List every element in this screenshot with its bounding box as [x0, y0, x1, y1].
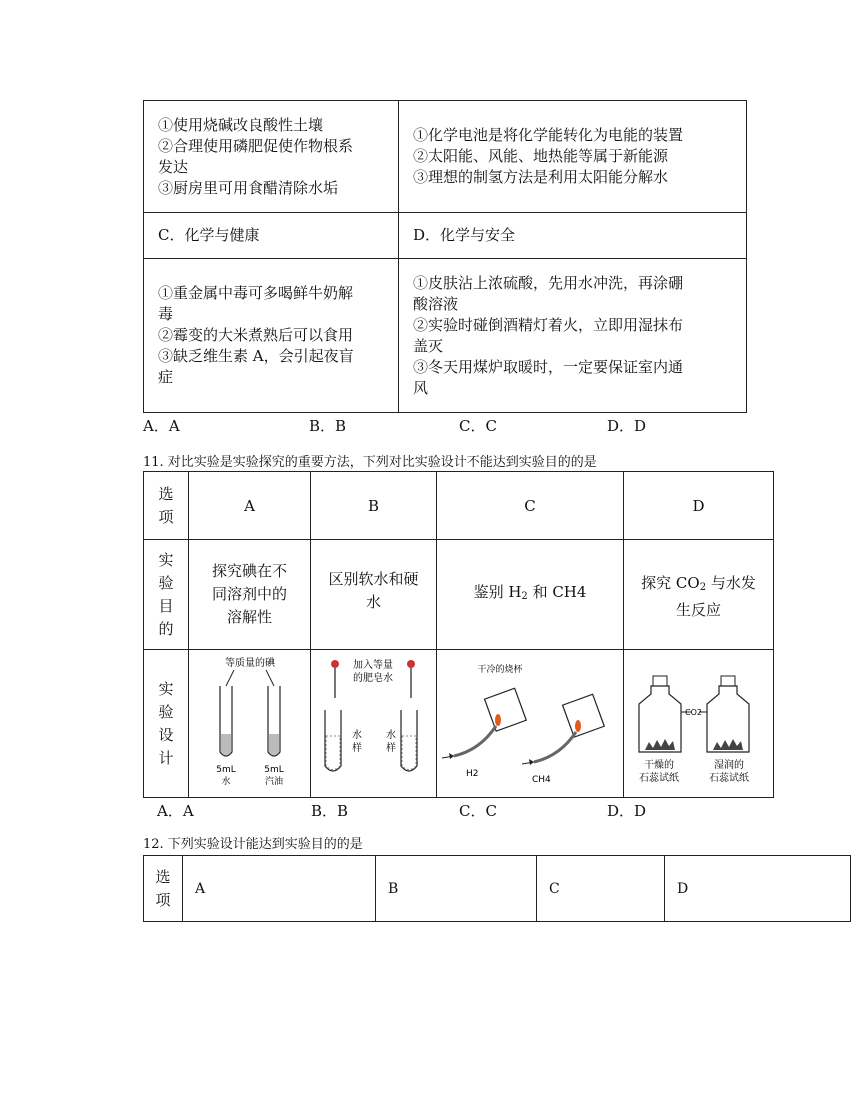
- statement: 风: [413, 378, 429, 397]
- col-b: B: [376, 856, 537, 922]
- col-d: D: [624, 472, 774, 540]
- table-q11: [143, 471, 774, 798]
- statement: ②霉变的大米煮熟后可以食用: [158, 326, 354, 344]
- header-char: 项: [158, 507, 174, 526]
- statement: ②太阳能、风能、地热能等属于新能源: [413, 147, 669, 165]
- question-12: 12. 下列实验设计能达到实验目的的是: [143, 837, 363, 852]
- label-char: 目: [158, 596, 174, 615]
- row-label-design: [144, 650, 189, 798]
- purpose-line: 区别软水和硬: [328, 570, 419, 588]
- question-11: 11. 对比实验是实验探究的重要方法，下列对比实验设计不能达到实验目的的是: [143, 455, 597, 470]
- label-soap-water: 的肥皂水: [352, 672, 393, 684]
- purpose-line: 溶解性: [226, 608, 272, 626]
- purpose-text: 与水发: [706, 574, 756, 592]
- col-a: A: [183, 856, 376, 922]
- purpose-text: 鉴别 H: [473, 583, 522, 601]
- statement: 酸溶液: [413, 294, 459, 313]
- design-d: [624, 650, 774, 798]
- table-q10: [143, 100, 747, 413]
- label-wet: 湿润的: [713, 759, 744, 771]
- label-sample: 样: [385, 742, 396, 754]
- options-q10: [143, 415, 743, 435]
- statement: ②实验时碰倒酒精灯着火，立即用湿抹布: [413, 315, 684, 334]
- statement: ③理想的制氢方法是利用太阳能分解水: [413, 168, 669, 186]
- label-iodine: 等质量的碘: [224, 657, 275, 669]
- label-char: 实: [158, 679, 174, 698]
- option-a[interactable]: A．A: [143, 417, 180, 435]
- purpose-line: 生反应: [675, 601, 721, 619]
- soap-water-figure: [313, 652, 435, 792]
- statement: ①化学电池是将化学能转化为电能的装置: [413, 126, 684, 144]
- label-add-soap: 加入等量: [352, 659, 393, 671]
- row-label-purpose: [144, 540, 189, 650]
- statement: ①使用烧碱改良酸性土壤: [158, 115, 324, 134]
- subscript: 2: [699, 582, 707, 593]
- label-litmus-paper: 石蕊试纸: [638, 772, 679, 784]
- purpose-text: 和 CH4: [527, 583, 587, 601]
- label-char: 设: [158, 725, 174, 744]
- design-a: [189, 650, 311, 798]
- purpose-line: 水: [365, 593, 381, 611]
- purpose-b: [311, 540, 437, 650]
- header-option: [144, 472, 189, 540]
- label-co2: CO2: [684, 707, 702, 717]
- header-option: [144, 856, 183, 922]
- label-ch4: CH4: [532, 774, 551, 785]
- purpose-a: [189, 540, 311, 650]
- option-d[interactable]: D．D: [607, 417, 647, 435]
- subscript: 2: [521, 591, 528, 602]
- co2-litmus-figure: [629, 652, 769, 792]
- statement: 发达: [158, 157, 189, 176]
- table-q12: [143, 855, 851, 922]
- header-char: 选: [158, 484, 174, 503]
- option-b[interactable]: B．B: [311, 802, 349, 820]
- statement: ③厨房里可用食醋清除水垢: [158, 178, 339, 197]
- label-water-sample: 水: [351, 729, 362, 741]
- option-a[interactable]: A．A: [157, 802, 194, 820]
- statement: ①重金属中毒可多喝鲜牛奶解: [158, 284, 354, 302]
- design-b: [311, 650, 437, 798]
- option-d[interactable]: D．D: [607, 802, 647, 820]
- statement: 症: [158, 368, 174, 386]
- label-water: 水: [220, 776, 231, 787]
- test-tubes-iodine-figure: [190, 652, 310, 792]
- purpose-line: 同溶剂中的: [211, 585, 287, 603]
- purpose-d: [624, 540, 774, 650]
- statement: ①皮肤沾上浓硫酸，先用水冲洗，再涂硼: [413, 273, 684, 292]
- statement: 毒: [158, 305, 174, 323]
- header-char: 选: [155, 867, 171, 886]
- option-c[interactable]: C．C: [459, 417, 497, 435]
- col-d: D: [665, 856, 851, 922]
- label-char: 的: [158, 619, 174, 638]
- header-c: C．化学与健康: [144, 213, 399, 259]
- label-sample: 样: [351, 742, 362, 754]
- cell-b-left: [144, 101, 399, 213]
- purpose-text: 探究 CO: [641, 574, 700, 592]
- col-c: C: [437, 472, 624, 540]
- label-litmus-paper: 石蕊试纸: [708, 772, 749, 784]
- label-water-sample: 水: [385, 729, 396, 741]
- statement: ③缺乏维生素 A，会引起夜盲: [158, 347, 354, 365]
- statement: 盖灭: [413, 336, 444, 355]
- cell-c: [144, 259, 399, 413]
- cell-d: [399, 259, 747, 413]
- label-dry-beaker: 干冷的烧杯: [477, 664, 523, 675]
- label-h2: H2: [466, 768, 479, 779]
- label-water-volume: 5mL: [215, 764, 236, 775]
- purpose-c: [437, 540, 624, 650]
- cell-b-right: [399, 101, 747, 213]
- header-char: 项: [155, 890, 171, 909]
- options-q11: [143, 800, 743, 820]
- col-c: C: [537, 856, 665, 922]
- label-gasoline-volume: 5mL: [263, 764, 284, 775]
- label-char: 验: [158, 573, 174, 592]
- label-char: 实: [158, 550, 174, 569]
- design-c: [437, 650, 624, 798]
- col-b: B: [311, 472, 437, 540]
- label-char: 计: [158, 748, 174, 767]
- statement: ②合理使用磷肥促使作物根系: [158, 136, 354, 155]
- label-char: 验: [158, 702, 174, 721]
- option-b[interactable]: B．B: [309, 417, 347, 435]
- header-d: D．化学与安全: [399, 213, 747, 259]
- col-a: A: [189, 472, 311, 540]
- label-dry: 干燥的: [643, 759, 674, 771]
- label-gasoline: 汽油: [264, 776, 283, 787]
- burning-gas-figure: [440, 652, 620, 792]
- statement: ③冬天用煤炉取暖时，一定要保证室内通: [413, 357, 684, 376]
- purpose-line: 探究碘在不: [211, 562, 287, 580]
- option-c[interactable]: C．C: [459, 802, 497, 820]
